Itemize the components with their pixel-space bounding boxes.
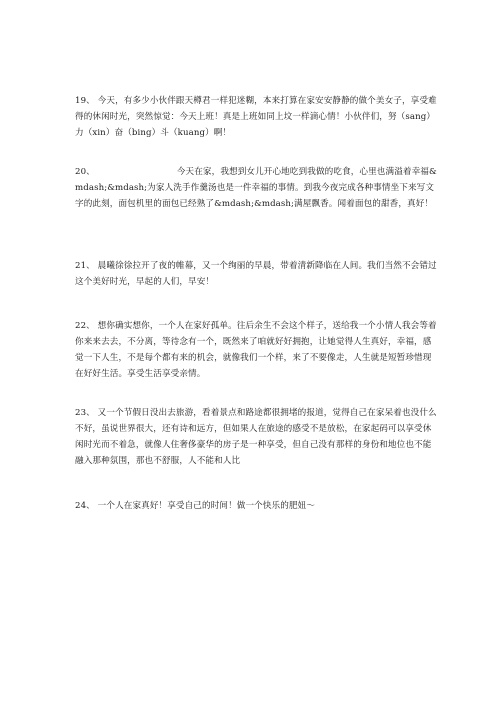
paragraph-20: [75, 164, 437, 212]
paragraph-text: 一个人在家真好！享受自己的时间！做一个快乐的肥妞～: [94, 501, 316, 511]
paragraph-24: [75, 498, 437, 514]
paragraph-text: 又一个节假日没出去旅游，看着景点和路途都很拥堵的报道，觉得自己在家呆着也没什么不好，虽说世界很大，还有诗和远方，但如果人在旅途的感受不是放松，在家起码可以享受休闲时光而不着急，就像人住奢侈豪华的房子是一种享受，但自己没有那样的身份和地位也不能融入那种氛围，那也不舒服，人不能和人比: [75, 408, 437, 466]
paragraph-number: 23、: [75, 408, 95, 418]
paragraph-number: 20、: [75, 167, 95, 177]
paragraph-number: 19、: [75, 96, 95, 106]
paragraph-number: 22、: [75, 321, 95, 331]
paragraph-text: 今天在家，我想到女儿开心地吃到我做的吃食，心里也满溢着幸福&mdash;&mdash;为家人洗手作羹汤也是一件幸福的事情。到我今夜完成各种事情坐下来写文字的此刻，面包机里的面包已经熟了&mdash;&mdash;满屋飘香。闻着面包的甜香，真好！: [75, 167, 437, 209]
paragraph-23: [75, 405, 437, 469]
paragraph-number: 21、: [75, 261, 95, 271]
paragraph-19: [75, 93, 437, 141]
paragraph-text: 今天，有多少小伙伴跟天樽君一样犯迷糊，本来打算在家安安静静的做个美女子，享受难得的休闲时光，突然惊觉：今天上班！真是上班如同上坟一样滴心情！小伙伴们，努（sang）力（xin）奋（bing）斗（kuang）啊！: [75, 96, 437, 138]
paragraph-text: 晨曦徐徐拉开了夜的帷幕，又一个绚丽的早晨，带着清新降临在人间。我们当然不会错过这个美好时光，早起的人们，早安！: [75, 261, 437, 287]
paragraph-21: [75, 258, 437, 290]
paragraph-text: 想你确实想你，一个人在家好孤单。往后余生不会这个样子，送给我一个小情人我会等着你来来去去，不分离，等待念有一个，既然来了咱就好好拥抱，让她觉得人生真好，幸福，感觉一下人生，不是每个都有来的机会，就像我们一个样，来了不要像走，人生就是短暂珍惜现在好好生活。享受生活享受亲情。: [75, 321, 437, 379]
paragraph-number: 24、: [75, 501, 95, 511]
paragraph-22: [75, 318, 437, 382]
